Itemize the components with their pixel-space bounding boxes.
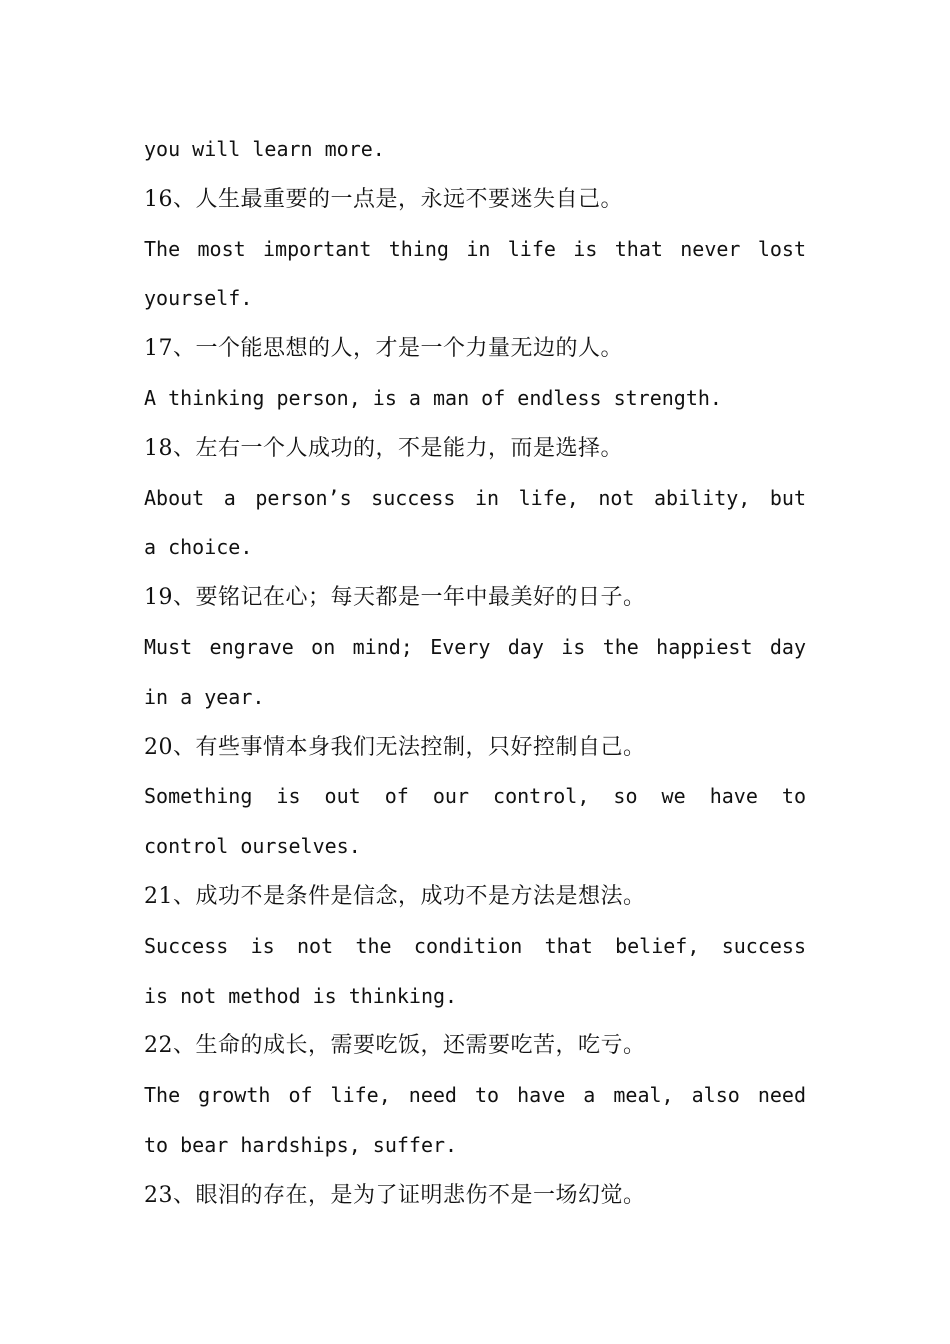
english-line: The most important thing in life is that never lost [144,236,806,261]
english-line: Something is out of our control, so we have to [144,784,806,809]
chinese-quote-22: 22、生命的成长，需要吃饭，还需要吃苦，吃亏。 [144,1033,646,1059]
english-line: in a year. [144,684,265,709]
english-line: a choice. [144,535,253,560]
english-line: Success is not the condition that belief, success [144,933,806,958]
chinese-quote-17: 17、一个能思想的人，才是一个力量无边的人。 [144,336,623,362]
document-body [144,125,806,1221]
chinese-quote-20: 20、有些事情本身我们无法控制，只好控制自己。 [144,734,646,760]
chinese-quote-19: 19、要铭记在心；每天都是一年中最美好的日子。 [144,585,646,611]
chinese-quote-18: 18、左右一个人成功的，不是能力，而是选择。 [144,435,623,461]
english-line: you will learn more. [144,137,385,161]
english-line: is not method is thinking. [144,983,458,1008]
english-line: A thinking person, is a man of endless strength. [144,385,722,410]
chinese-quote-16: 16、人生最重要的一点是，永远不要迷失自己。 [144,186,623,212]
english-line: The growth of life, need to have a meal, also need [144,1083,806,1108]
english-line: control ourselves. [144,834,361,859]
chinese-quote-21: 21、成功不是条件是信念，成功不是方法是想法。 [144,883,646,909]
english-line: Must engrave on mind; Every day is the happiest day [144,634,806,659]
english-line: to bear hardships, suffer. [144,1132,458,1157]
english-line: About a person’s success in life, not ability, but [144,485,806,510]
english-line: yourself. [144,286,253,311]
chinese-quote-23: 23、眼泪的存在，是为了证明悲伤不是一场幻觉。 [144,1182,646,1208]
